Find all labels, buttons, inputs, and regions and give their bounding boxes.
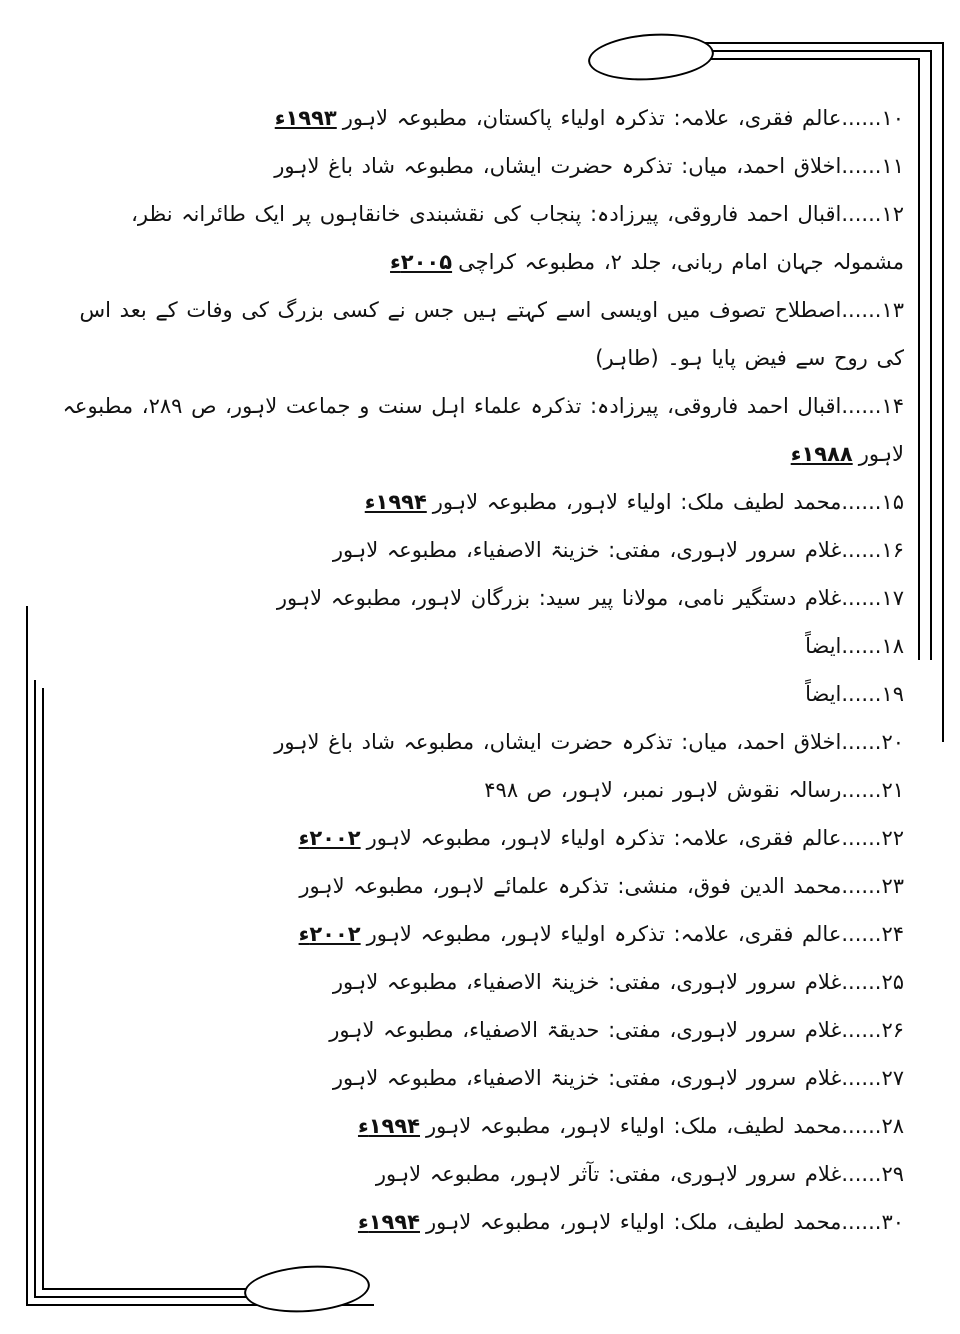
reference-entry	[62, 862, 904, 910]
entry-number: ۲۰	[881, 730, 904, 754]
entry-number: ۲۷	[881, 1066, 904, 1090]
entry-number: ۱۵	[881, 490, 904, 514]
entry-text: عالم فقری، علامہ: تذکرہ اولیاء پاکستان، مطبوعہ لاہور	[342, 106, 842, 130]
entry-dots: ......	[841, 394, 882, 418]
reference-entry	[62, 622, 904, 670]
entry-number: ۲۹	[881, 1162, 904, 1186]
entry-year: ۱۹۹۳ء	[274, 106, 337, 130]
entry-number: ۱۲	[881, 202, 904, 226]
reference-entry	[62, 1054, 904, 1102]
reference-entry	[62, 1198, 904, 1246]
entry-text: عالم فقری، علامہ: تذکرہ اولیاء لاہور، مطبوعہ لاہور	[366, 922, 842, 946]
entry-year: ۱۹۸۸ء	[790, 442, 853, 466]
entry-number: ۱۴	[881, 394, 904, 418]
reference-entry	[62, 94, 904, 142]
entry-text: اقبال احمد فاروقی، پیرزادہ: تذکرہ علماء اہل سنت و جماعت لاہور، ص ۲۸۹، مطبوعہ لاہور	[62, 394, 904, 466]
entry-text: محمد لطیف ملک: اولیاء لاہور، مطبوعہ لاہور	[432, 490, 842, 514]
entry-number: ۲۲	[881, 826, 904, 850]
entry-dots: ......	[841, 682, 882, 706]
entry-text: غلام سرور لاہوری، مفتی: خزینۃ الاصفیاء، مطبوعہ لاہور	[332, 970, 842, 994]
entry-dots: ......	[841, 1018, 882, 1042]
entry-number: ۳۰	[881, 1210, 904, 1234]
references-list	[62, 94, 904, 1246]
entry-dots: ......	[841, 922, 882, 946]
entry-number: ۲۳	[881, 874, 904, 898]
reference-entry	[62, 1006, 904, 1054]
reference-entry	[62, 670, 904, 718]
reference-entry	[62, 718, 904, 766]
entry-text: اقبال احمد فاروقی، پیرزادہ: پنجاب کی نقشبندی خانقاہوں پر ایک طائرانہ نظر، مشمولہ جہان امام ربانی، جلد ۲، مطبوعہ کراچی	[131, 202, 904, 274]
entry-dots: ......	[841, 202, 882, 226]
frame-ellipse-top-ornament	[587, 30, 716, 85]
entry-dots: ......	[841, 298, 882, 322]
entry-text: محمد لطیف، ملک: اولیاء لاہور، مطبوعہ لاہور	[426, 1114, 842, 1138]
entry-dots: ......	[841, 1162, 882, 1186]
entry-text: رسالہ نقوش لاہور نمبر، لاہور، ص ۴۹۸	[484, 778, 842, 802]
entry-dots: ......	[841, 730, 882, 754]
entry-year: ۲۰۰۲ء	[298, 922, 361, 946]
entry-text: غلام سرور لاہوری، مفتی: خزینۃ الاصفیاء، مطبوعہ لاہور	[332, 538, 842, 562]
reference-entry	[62, 382, 904, 478]
entry-number: ۲۶	[881, 1018, 904, 1042]
entry-dots: ......	[841, 154, 882, 178]
entry-number: ۱۶	[881, 538, 904, 562]
entry-dots: ......	[841, 490, 882, 514]
entry-number: ۲۵	[881, 970, 904, 994]
entry-dots: ......	[841, 106, 882, 130]
entry-dots: ......	[841, 778, 882, 802]
entry-dots: ......	[841, 1066, 882, 1090]
entry-number: ۱۰	[881, 106, 904, 130]
reference-entry	[62, 526, 904, 574]
entry-year: ۱۹۹۴ء	[357, 1114, 420, 1138]
entry-year: ۲۰۰۲ء	[298, 826, 361, 850]
reference-entry	[62, 958, 904, 1006]
entry-text: اصطلاح تصوف میں اویسی اسے کہتے ہیں جس نے کسی بزرگ کی وفات کے بعد اس کی روح سے فیض پایا ہو۔ (طاہر)	[79, 298, 904, 370]
entry-text: غلام دستگیر نامی، مولانا پیر سید: بزرگان لاہور، مطبوعہ لاہور	[276, 586, 842, 610]
reference-entry	[62, 190, 904, 286]
entry-text: محمد الدین فوق، منشی: تذکرہ علمائے لاہور، مطبوعہ لاہور	[299, 874, 842, 898]
entry-dots: ......	[841, 634, 882, 658]
entry-dots: ......	[841, 1114, 882, 1138]
entry-year: ۲۰۰۵ء	[390, 250, 453, 274]
reference-entry	[62, 142, 904, 190]
entry-text: غلام سرور لاہوری، مفتی: خزینۃ الاصفیاء، مطبوعہ لاہور	[332, 1066, 842, 1090]
reference-entry	[62, 478, 904, 526]
reference-entry	[62, 286, 904, 382]
entry-year: ۱۹۹۴ء	[357, 1210, 420, 1234]
entry-text: عالم فقری، علامہ: تذکرہ اولیاء لاہور، مطبوعہ لاہور	[366, 826, 842, 850]
entry-number: ۲۴	[881, 922, 904, 946]
entry-dots: ......	[841, 970, 882, 994]
entry-text: محمد لطیف، ملک: اولیاء لاہور، مطبوعہ لاہور	[426, 1210, 842, 1234]
entry-dots: ......	[841, 1210, 882, 1234]
reference-entry	[62, 766, 904, 814]
entry-number: ۱۳	[881, 298, 904, 322]
entry-text: غلام سرور لاہوری، مفتی: حدیقۃ الاصفیاء، مطبوعہ لاہور	[329, 1018, 842, 1042]
entry-number: ۱۹	[881, 682, 904, 706]
entry-dots: ......	[841, 538, 882, 562]
entry-dots: ......	[841, 586, 882, 610]
reference-entry	[62, 910, 904, 958]
entry-number: ۱۷	[881, 586, 904, 610]
reference-entry	[62, 814, 904, 862]
entry-text: ایضاً	[805, 682, 842, 706]
entry-text: ایضاً	[805, 634, 842, 658]
entry-number: ۲۱	[881, 778, 904, 802]
entry-text: اخلاق احمد، میاں: تذکرہ حضرت ایشاں، مطبوعہ شاد باغ لاہور	[274, 730, 842, 754]
entry-number: ۱۱	[881, 154, 904, 178]
entry-text: اخلاق احمد، میاں: تذکرہ حضرت ایشاں، مطبوعہ شاد باغ لاہور	[274, 154, 842, 178]
reference-entry	[62, 1150, 904, 1198]
reference-entry	[62, 1102, 904, 1150]
reference-entry	[62, 574, 904, 622]
entry-number: ۲۸	[881, 1114, 904, 1138]
entry-dots: ......	[841, 826, 882, 850]
entry-dots: ......	[841, 874, 882, 898]
entry-year: ۱۹۹۴ء	[364, 490, 427, 514]
entry-number: ۱۸	[881, 634, 904, 658]
entry-text: غلام سرور لاہوری، مفتی: تآثر لاہور، مطبوعہ لاہور	[375, 1162, 842, 1186]
